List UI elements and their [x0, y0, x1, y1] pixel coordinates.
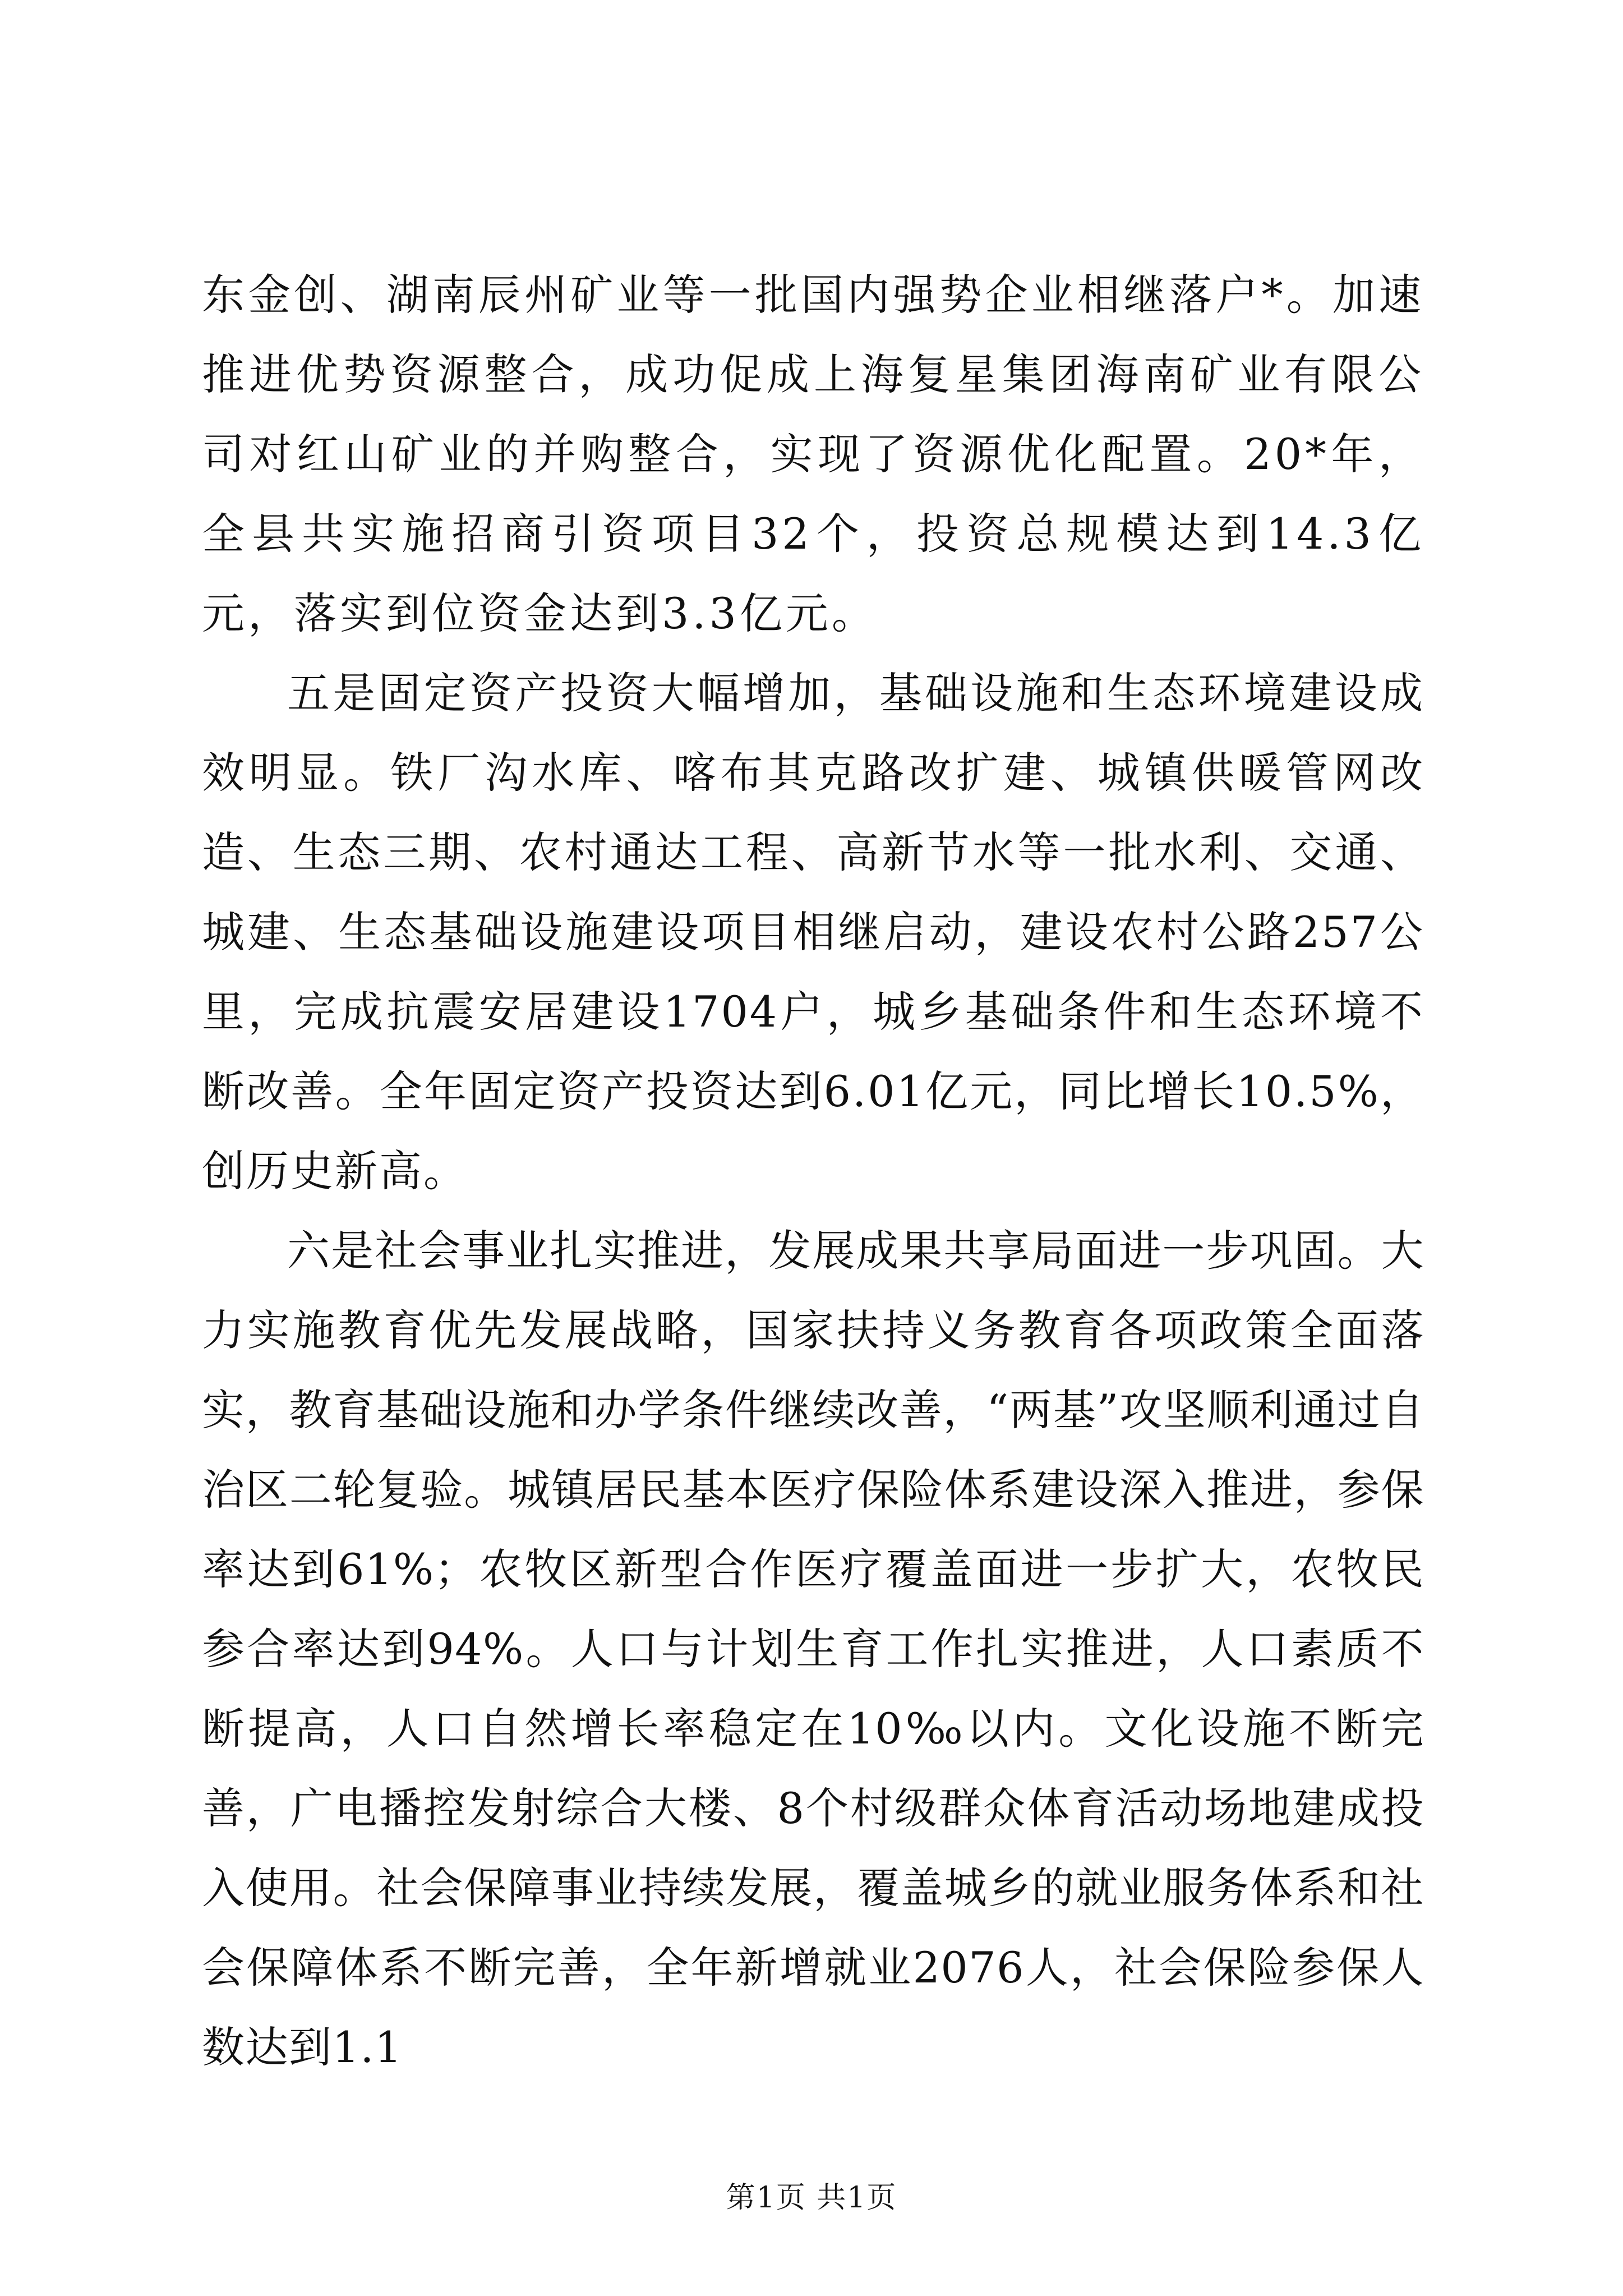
page-number-footer: 第1页 共1页 [726, 2181, 897, 2215]
document-body [202, 255, 1424, 2087]
paragraph-1: 东金创、湖南辰州矿业等一批国内强势企业相继落户*。加速推进优势资源整合，成功促成上海复星集团海南矿业有限公司对红山矿业的并购整合，实现了资源优化配置。20*年，全县共实施招商引资项目32个，投资总规模达到14.3亿元，落实到位资金达到3.3亿元。 [202, 270, 1424, 638]
paragraph-2: 五是固定资产投资大幅增加，基础设施和生态环境建设成效明显。铁厂沟水库、喀布其克路改扩建、城镇供暖管网改造、生态三期、农村通达工程、高新节水等一批水利、交通、城建、生态基础设施建设项目相继启动，建设农村公路257公里，完成抗震安居建设1704户，城乡基础条件和生态环境不断改善。全年固定资产投资达到6.01亿元，同比增长10.5%，创历史新高。 [202, 668, 1424, 1196]
paragraph-3: 六是社会事业扎实推进，发展成果共享局面进一步巩固。大力实施教育优先发展战略，国家扶持义务教育各项政策全面落实，教育基础设施和办学条件继续改善，“两基”攻坚顺利通过自治区二轮复验。城镇居民基本医疗保险体系建设深入推进，参保率达到61%；农牧区新型合作医疗覆盖面进一步扩大，农牧民参合率达到94%。人口与计划生育工作扎实推进，人口素质不断提高，人口自然增长率稳定在10‰以内。文化设施不断完善，广电播控发射综合大楼、8个村级群众体育活动场地建成投入使用。社会保障事业持续发展，覆盖城乡的就业服务体系和社会保障体系不断完善，全年新增就业2076人，社会保险参保人数达到1.1 [202, 1226, 1424, 2072]
